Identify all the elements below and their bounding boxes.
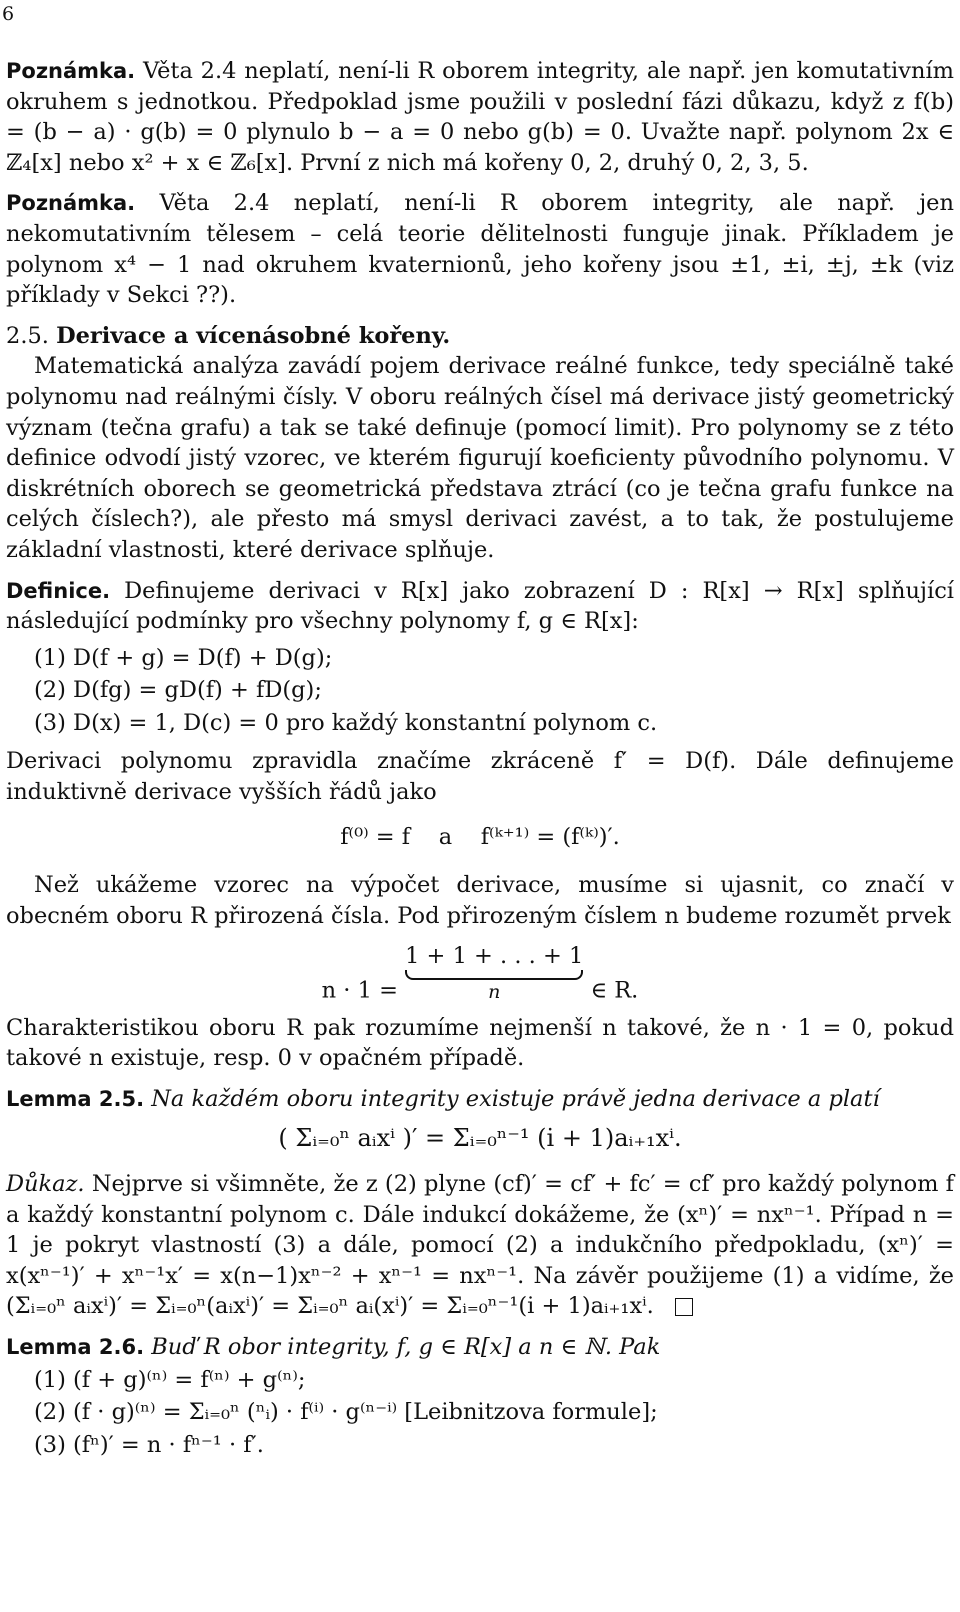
lemma-2-6-items	[34, 1365, 954, 1461]
section-number: 2.5.	[6, 322, 49, 349]
definition-conditions	[34, 643, 954, 739]
definition-statement	[6, 576, 954, 637]
note-1	[6, 56, 954, 178]
section-intro: Matematická analýza zavádí pojem derivace reálné funkce, tedy speciálně také polynomu nad reálnými čísly. V oboru reálných čísel má derivace jistý geometrický význam (tečna grafu) a tak se také definuje (pomocí limit). Pro polynomy se z této definice odvodí jistý vzorec, ve kterém figurují koeficienty původního polynomu. V diskrétních oborech se geometrická představa ztrácí (co je tečna grafu funkce na celých číslech?), ale přesto má smysl derivaci zavést, a to tak, že postulujeme základní vlastnosti, které derivace splňuje.	[6, 353, 954, 563]
proof-text: Nejprve si všimněte, že z (2) plyne (cf)′ = cf′ + fc′ = cf′ pro každý polynom f a každý konstantní polynom c. Dále indukcí dokážeme, že (xⁿ)′ = nxⁿ⁻¹. Případ n = 1 je pokryt vlastností (3) a dále, pomocí (2) a indukčního předpokladu, (xⁿ)′ = x(xⁿ⁻¹)′ + xⁿ⁻¹x′ = x(n−1)xⁿ⁻² + xⁿ⁻¹ = nxⁿ⁻¹. Na závěr použijeme (1) a vidíme, že (Σᵢ₌₀ⁿ aᵢxⁱ)′ = Σᵢ₌₀ⁿ(aᵢxⁱ)′ = Σᵢ₌₀ⁿ aᵢ(xⁱ)′ = Σᵢ₌₀ⁿ⁻¹(i + 1)aᵢ₊₁xⁱ.	[6, 1171, 954, 1320]
definition-heading: Definice.	[6, 578, 111, 603]
section-2-5	[6, 321, 954, 566]
lemma-2-6-heading: Lemma 2.6.	[6, 1335, 145, 1359]
natural-number-formula	[6, 941, 954, 1006]
lemma-2-6-statement	[6, 1332, 954, 1363]
lemma-2-6-item: (3) (fⁿ)′ = n · fⁿ⁻¹ · f′.	[34, 1431, 264, 1458]
page-number: 6	[2, 3, 15, 25]
derivative-sum-formula: ( Σᵢ₌₀ⁿ aᵢxⁱ )′ = Σᵢ₌₀ⁿ⁻¹ (i + 1)aᵢ₊₁xⁱ.	[278, 1124, 682, 1153]
definition-condition: (2) D(fg) = gD(f) + fD(g);	[34, 677, 322, 704]
definition-condition: (3) D(x) = 1, D(c) = 0 pro každý konstantní polynom c.	[34, 709, 658, 736]
lemma-2-6-item: (1) (f + g)⁽ⁿ⁾ = f⁽ⁿ⁾ + g⁽ⁿ⁾;	[34, 1366, 306, 1393]
note-1-heading: Poznámka.	[6, 59, 136, 83]
note-2-text: Věta 2.4 neplatí, není-li R oborem integrity, ale např. jen nekomutativním tělesem – celá teorie dělitelnosti funguje jinak. Příkladem je polynom x⁴ − 1 nad okruhem kvaternionů, jeho kořeny jsou ±1, ±i, ±j, ±k (viz příklady v Sekci ??).	[6, 190, 954, 309]
characteristic-block	[6, 870, 954, 1074]
note-2	[6, 188, 954, 310]
lemma-2-5-statement	[6, 1084, 954, 1115]
lemma-2-6-item: (2) (f · g)⁽ⁿ⁾ = Σᵢ₌₀ⁿ (ⁿᵢ) · f⁽ⁱ⁾ · g⁽ⁿ⁻ⁱ⁾ [Leibnitzova formule];	[34, 1399, 658, 1426]
characteristic-definition: Charakteristikou oboru R pak rozumíme nejmenší n takové, že n · 1 = 0, pokud takové n existuje, resp. 0 v opačném případě.	[6, 1014, 954, 1072]
lemma-2-5-heading: Lemma 2.5.	[6, 1086, 145, 1111]
proof-heading: Důkaz.	[6, 1171, 85, 1198]
lemma-2-5	[6, 1084, 954, 1155]
note-1-text: Věta 2.4 neplatí, není-li R oborem integrity, ale např. jen komutativním okruhem s jednotkou. Předpoklad jsme použili v poslední fázi důkazu, když z f(b) = (b − a) · g(b) = 0 plynulo b − a = 0 nebo g(b) = 0. Uvažte např. polynom 2x ∈ ℤ₄[x] nebo x² + x ∈ ℤ₆[x]. První z nich má kořeny 0, 2, druhý 0, 2, 3, 5.	[6, 58, 954, 176]
note-2-heading: Poznámka.	[6, 191, 136, 216]
definition	[6, 576, 954, 853]
formula-braced: 1 + 1 + . . . + 1	[405, 943, 584, 970]
higher-derivatives-formula: f⁽⁰⁾ = f a f⁽ᵏ⁺¹⁾ = (f⁽ᵏ⁾)′.	[340, 823, 620, 850]
formula-right: ∈ R.	[590, 978, 639, 1005]
lemma-2-5-text: Na každém oboru integrity existuje právě jedna derivace a platí	[151, 1085, 880, 1112]
underbrace-label: n	[488, 981, 501, 1004]
section-title: Derivace a vícenásobné kořeny.	[56, 322, 451, 349]
definition-after: Derivaci polynomu zpravidla značíme zkráceně f′ = D(f). Dále definujeme induktivně derivace vyšších řádů jako	[6, 748, 954, 806]
lemma-2-6-text: Buď R obor integrity, f, g ∈ R[x] a n ∈ ℕ. Pak	[151, 1334, 661, 1360]
section-heading	[6, 321, 954, 352]
natural-numbers-text: Než ukážeme vzorec na výpočet derivace, musíme si ujasnit, co značí v obecném oboru R přirozená čísla. Pod přirozeným číslem n budeme rozumět prvek	[6, 872, 954, 929]
definition-condition: (1) D(f + g) = D(f) + D(g);	[34, 644, 333, 671]
page-content	[6, 56, 954, 1468]
definition-text: Definujeme derivaci v R[x] jako zobrazení D : R[x] → R[x] splňující následující podmínky pro všechny polynomy f, g ∈ R[x]:	[6, 577, 955, 635]
lemma-2-6	[6, 1332, 954, 1460]
formula-left: n · 1 =	[321, 978, 398, 1005]
proof	[6, 1169, 954, 1322]
qed-square-icon	[675, 1298, 693, 1316]
underbrace-group	[405, 941, 583, 1005]
underbrace	[405, 970, 583, 980]
